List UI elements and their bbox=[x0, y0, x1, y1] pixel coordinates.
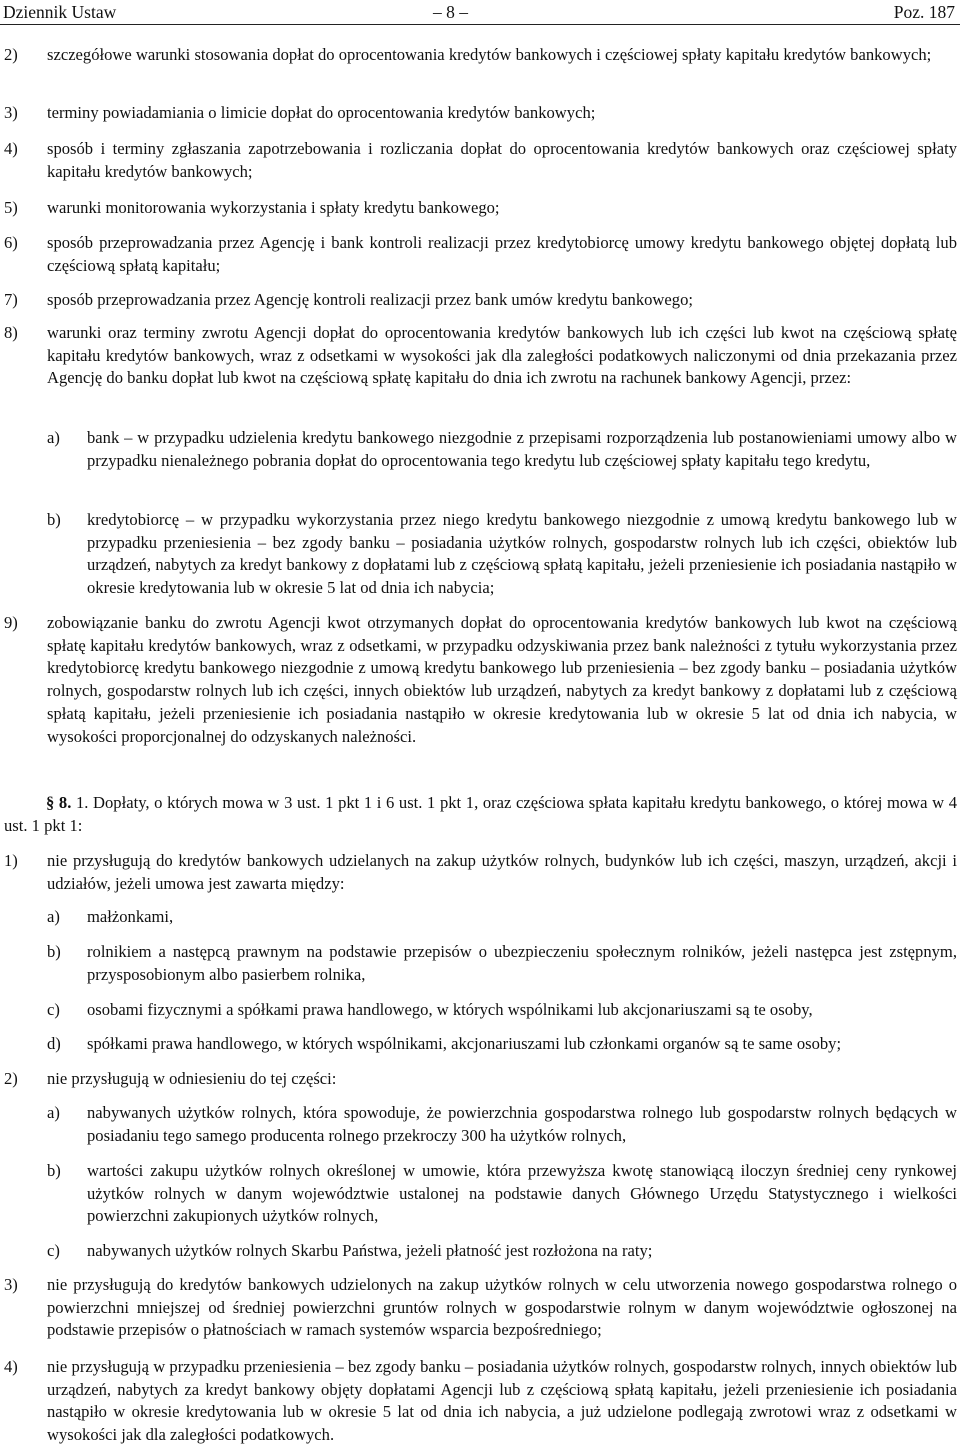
sub-item-text: bank – w przypadku udzielenia kredytu bankowego niezgodnie z przepisami rozporządzenia lub postanowieniami umowy albo w przypadku nienależnego pobrania dopłat do oprocentowania tego kredytu lub częściowej spłaty kapitału tego kredytu, bbox=[87, 428, 957, 470]
sub-item-label: c) bbox=[47, 1241, 60, 1260]
sub-item-text: wartości zakupu użytków rolnych określonej w umowie, która przewyższa kwotę stanowiącą iloczyn średniej ceny rynkowej użytków rolnych w danym województwie ustalonej na podstawie danych Głównego Urzędu Statystycznego i wielkości powierzchni zakupionych użytków rolnych, bbox=[87, 1161, 957, 1226]
sub-item-text: osobami fizycznymi a spółkami prawa handlowego, w których wspólnikami lub akcjonariuszami są te osoby, bbox=[87, 1000, 813, 1019]
item-number: 3) bbox=[4, 103, 18, 122]
item-text: terminy powiadamiania o limicie dopłat do oprocentowania kredytów bankowych; bbox=[47, 103, 596, 122]
sub-item-label: b) bbox=[47, 510, 61, 529]
section-intro: 1. Dopłaty, o których mowa w 3 ust. 1 pkt 1 i 6 ust. 1 pkt 1, oraz częściowa spłata kapitału kredytu bankowego, o której mowa w 4 ust. 1 pkt 1: bbox=[4, 793, 957, 835]
section-paragraph bbox=[4, 792, 957, 837]
publication-title: Dziennik Ustaw bbox=[3, 2, 117, 22]
position-number: Poz. 187 bbox=[893, 2, 955, 22]
item-text: zobowiązanie banku do zwrotu Agencji kwot otrzymanych dopłat do oprocentowania kredytów bankowych lub kwot na częściową spłatę kapitału kredytów bankowych, wraz z odsetkami, w przypadku odzyskiwania przez bank należności z tytułu wykorzystania przez kredytobiorcę kredytu bankowego niezgodnie z umową kredytu bankowego lub przeniesienia – bez zgody banku – posiadania użytków rolnych, gospodarstw rolnych lub ich części, innych obiektów lub urządzeń, nabytych za kredyt bankowy z dopłatami lub z częściową spłatą kapitału, jeżeli przeniesienie ich posiadania nastąpiło w okresie kredytowania lub w okresie 5 lat od dnia ich nabycia, w wysokości proporcjonalnej do odzyskanych należności. bbox=[47, 613, 957, 746]
page-header bbox=[0, 0, 960, 25]
item-text: sposób przeprowadzania przez Agencję kontroli realizacji przez bank umów kredytu bankowego; bbox=[47, 290, 693, 309]
item-text: sposób przeprowadzania przez Agencję i bank kontroli realizacji przez kredytobiorcę umowy kredytu bankowego objętej dopłatą lub częściową spłatą kapitału; bbox=[47, 233, 957, 275]
item-number: 9) bbox=[4, 613, 18, 632]
item-number: 4) bbox=[4, 1357, 18, 1376]
sub-item-text: spółkami prawa handlowego, w których wspólnikami, akcjonariuszami lub członkami organów są te same osoby; bbox=[87, 1034, 842, 1053]
sub-item-label: a) bbox=[47, 1103, 60, 1122]
section-marker: § 8. bbox=[46, 793, 72, 812]
item-number: 8) bbox=[4, 323, 18, 342]
sub-item-text: rolnikiem a następcą prawnym na podstawie przepisów o ubezpieczeniu społecznym rolników, jeżeli następca jest zstępnym, przysposobionym albo pasierbem rolnika, bbox=[87, 942, 957, 984]
sub-item-text: nabywanych użytków rolnych, która spowoduje, że powierzchnia gospodarstwa rolnego lub gospodarstw rolnych będących w posiadaniu tego samego producenta rolnego przekroczy 300 ha użytków rolnych, bbox=[87, 1103, 957, 1145]
item-number: 3) bbox=[4, 1275, 18, 1294]
item-number: 7) bbox=[4, 290, 18, 309]
sub-item-label: b) bbox=[47, 1161, 61, 1180]
item-number: 2) bbox=[4, 1069, 18, 1088]
item-number: 6) bbox=[4, 233, 18, 252]
item-text: nie przysługują w odniesieniu do tej części: bbox=[47, 1069, 337, 1088]
sub-item-label: b) bbox=[47, 942, 61, 961]
sub-item-text: nabywanych użytków rolnych Skarbu Państwa, jeżeli płatność jest rozłożona na raty; bbox=[87, 1241, 653, 1260]
item-number: 2) bbox=[4, 45, 18, 64]
item-number: 5) bbox=[4, 198, 18, 217]
sub-item-text: kredytobiorcę – w przypadku wykorzystania przez niego kredytu bankowego niezgodnie z umową kredytu bankowego lub w przypadku przeniesienia – bez zgody banku – posiadania użytków rolnych, gospodarstw rolnych lub ich części, obiektów lub urządzeń, nabytych za kredyt bankowy z dopłatami lub z częściową spłatą kapitału, jeżeli przeniesienie ich posiadania nastąpiło w okresie kredytowania lub w okresie 5 lat od dnia ich nabycia; bbox=[87, 510, 957, 598]
item-text: warunki oraz terminy zwrotu Agencji dopłat do oprocentowania kredytów bankowych lub ich części lub kwot na częściową spłatę kapitału kredytów bankowych, wraz z odsetkami w wysokości jak dla zaległości podatkowych naliczonymi od dnia przekazania przez Agencję do banku dopłat lub kwot na częściową spłatę kapitału do dnia ich zwrotu na rachunek bankowy Agencji, przez: bbox=[47, 323, 957, 388]
sub-item-label: a) bbox=[47, 428, 60, 447]
item-text: nie przysługują do kredytów bankowych udzielanych na zakup użytków rolnych, budynków lub ich części, maszyn, urządzeń, akcji i udziałów, jeżeli umowa jest zawarta między: bbox=[47, 851, 957, 893]
item-number: 4) bbox=[4, 139, 18, 158]
item-text: szczegółowe warunki stosowania dopłat do oprocentowania kredytów bankowych i częściowej spłaty kapitału kredytów bankowych; bbox=[47, 45, 932, 64]
item-text: nie przysługują w przypadku przeniesienia – bez zgody banku – posiadania użytków rolnych, gospodarstw rolnych, innych obiektów lub urządzeń, nabytych za kredyt bankowy objęty dopłatami Agencji lub z częściową spłatą kapitału, jeżeli przeniesienie ich posiadania nastąpiło w okresie kredytowania lub w okresie 5 lat od dnia ich nabycia, a już udzielone podlegają zwrotowi wraz z odsetkami w wysokości jak dla zaległości podatkowych. bbox=[47, 1357, 957, 1445]
item-text: warunki monitorowania wykorzystania i spłaty kredytu bankowego; bbox=[47, 198, 500, 217]
item-text: sposób i terminy zgłaszania zapotrzebowania i rozliczania dopłat do oprocentowania kredytów bankowych oraz częściowej spłaty kapitału kredytów bankowych; bbox=[47, 139, 957, 181]
sub-item-label: d) bbox=[47, 1034, 61, 1053]
item-text: nie przysługują do kredytów bankowych udzielonych na zakup użytków rolnych w celu utworzenia nowego gospodarstwa rolnego o powierzchni mniejszej od średniej powierzchni gruntów rolnych w gospodarstwie rolnym w danym województwie ogłoszonej na podstawie przepisów o płatnościach w ramach systemów wsparcia bezpośredniego; bbox=[47, 1275, 957, 1340]
sub-item-text: małżonkami, bbox=[87, 907, 174, 926]
page-number: – 8 – bbox=[433, 2, 468, 22]
item-number: 1) bbox=[4, 851, 18, 870]
sub-item-label: a) bbox=[47, 907, 60, 926]
sub-item-label: c) bbox=[47, 1000, 60, 1019]
